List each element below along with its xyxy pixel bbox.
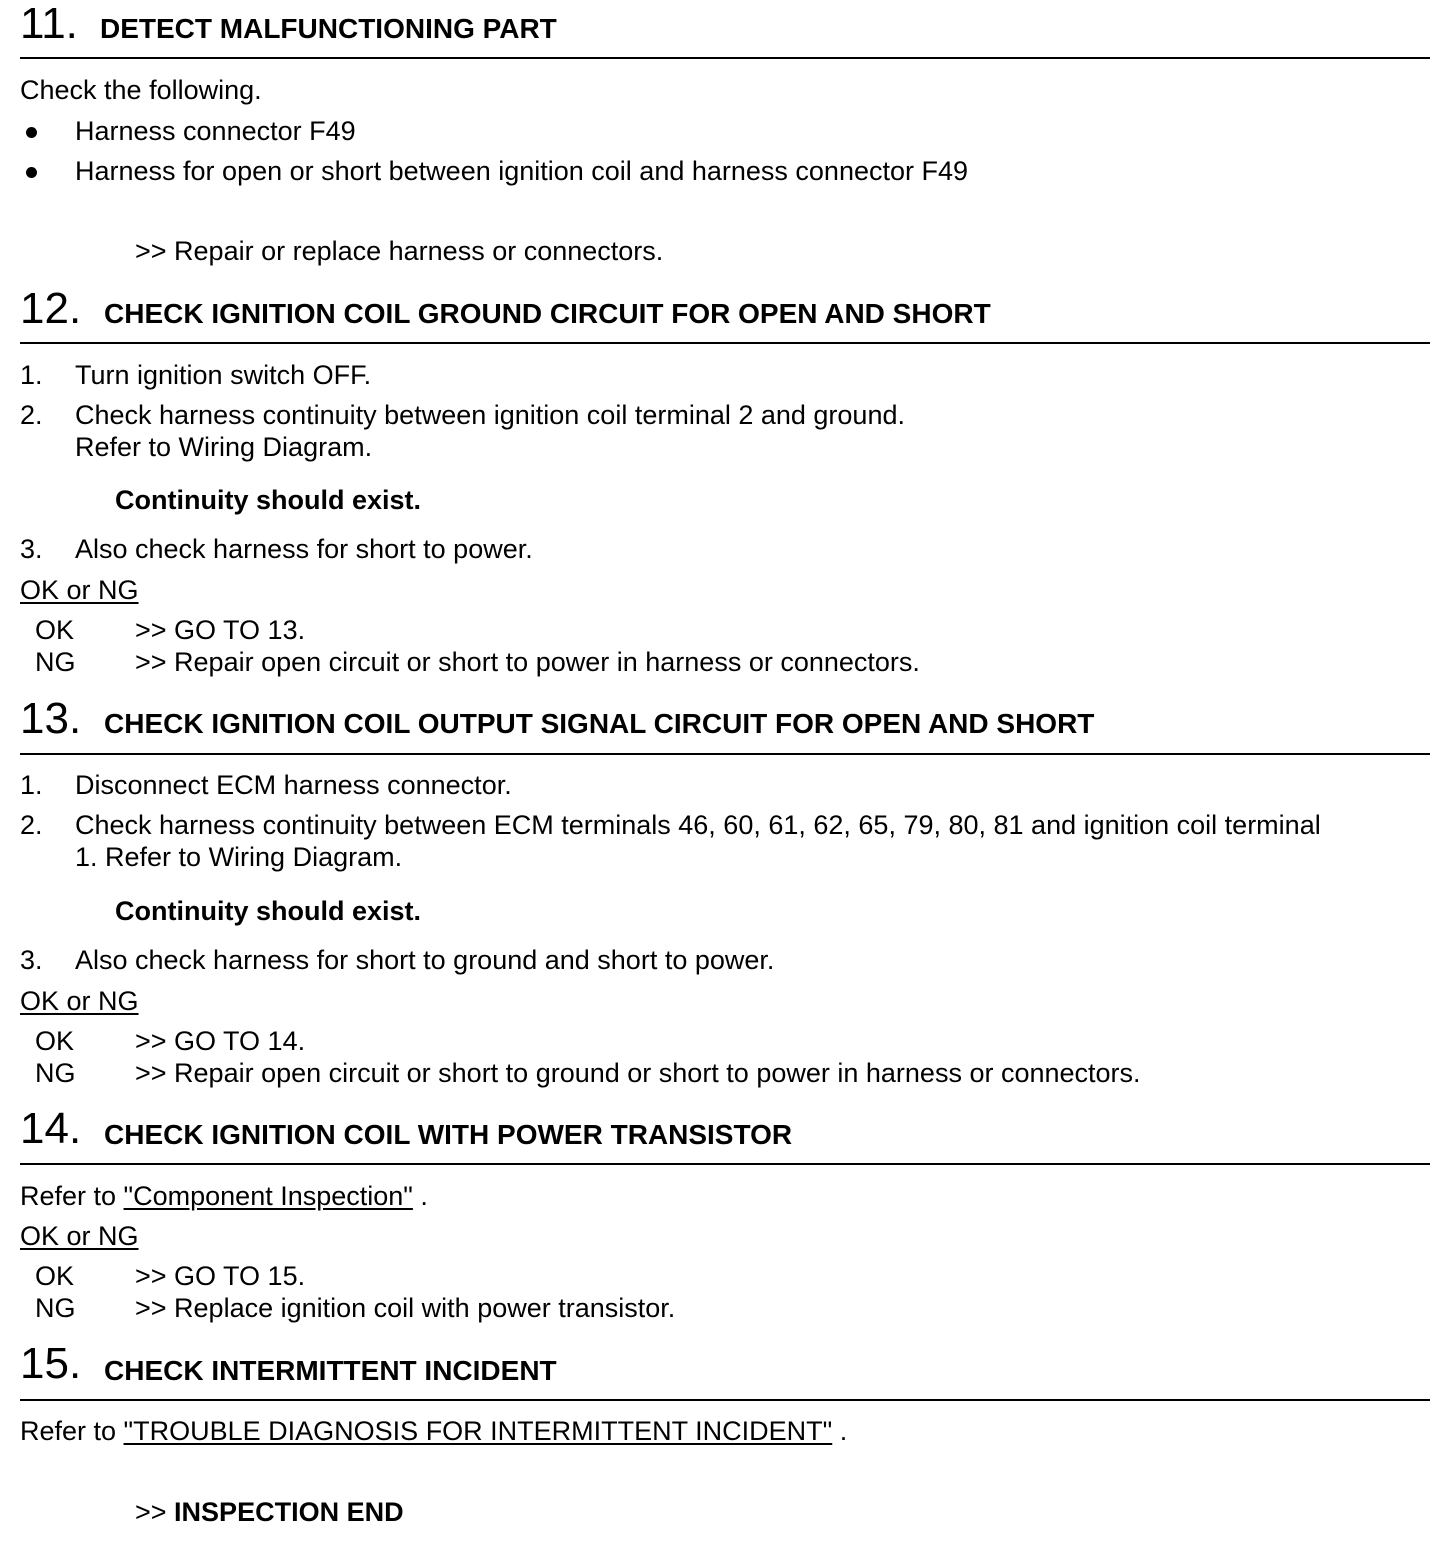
step-title: DETECT MALFUNCTIONING PART bbox=[100, 13, 557, 44]
section-divider bbox=[20, 1399, 1430, 1401]
result-label: OK or NG bbox=[20, 986, 139, 1016]
result-action: >> GO TO 13. bbox=[135, 615, 306, 645]
bullet-item: Harness for open or short between ignition coil and harness connector F49 bbox=[75, 156, 969, 186]
refer-prefix: Refer to bbox=[20, 1181, 124, 1211]
component-inspection-link[interactable]: "Component Inspection" bbox=[123, 1181, 413, 1211]
bullet-icon bbox=[26, 127, 37, 138]
section-divider bbox=[20, 342, 1430, 344]
result-code: OK bbox=[35, 1026, 75, 1056]
result-code: NG bbox=[35, 647, 76, 677]
intermittent-incident-link[interactable]: "TROUBLE DIAGNOSIS FOR INTERMITTENT INCIDENT" bbox=[123, 1416, 833, 1446]
refer-suffix: . bbox=[832, 1416, 848, 1446]
result-label: OK or NG bbox=[20, 1221, 139, 1251]
step-title: CHECK IGNITION COIL OUTPUT SIGNAL CIRCUIT FOR OPEN AND SHORT bbox=[104, 708, 1095, 739]
step-num: 2. bbox=[20, 810, 43, 840]
step-text: Check harness continuity between ignition coil terminal 2 and ground. bbox=[75, 400, 905, 430]
intro-text: Check the following. bbox=[20, 75, 262, 105]
refer-suffix: . bbox=[412, 1181, 428, 1211]
refer-line bbox=[20, 1180, 428, 1212]
step-number: 13. bbox=[20, 694, 82, 743]
step-num: 1. bbox=[20, 360, 43, 390]
inspection-end-text: INSPECTION END bbox=[174, 1497, 404, 1527]
step-text-continued: Refer to Wiring Diagram. bbox=[75, 432, 373, 462]
result-code: NG bbox=[35, 1058, 76, 1088]
result-action: >> GO TO 15. bbox=[135, 1261, 306, 1291]
inspection-end-line bbox=[135, 1496, 404, 1528]
refer-prefix: Refer to bbox=[20, 1416, 124, 1446]
step-text: Turn ignition switch OFF. bbox=[75, 360, 372, 390]
end-arrow: >> bbox=[135, 1497, 175, 1527]
section-divider bbox=[20, 1163, 1430, 1165]
step-number: 11. bbox=[20, 0, 78, 48]
result-code: NG bbox=[35, 1293, 76, 1323]
result-action: >> Repair open circuit or short to ground or short to power in harness or connectors. bbox=[135, 1058, 1141, 1088]
step-number: 12. bbox=[20, 284, 82, 333]
step-title: CHECK IGNITION COIL WITH POWER TRANSISTOR bbox=[104, 1119, 793, 1150]
step-num: 3. bbox=[20, 534, 43, 564]
step-title: CHECK INTERMITTENT INCIDENT bbox=[104, 1355, 557, 1386]
step-text-continued: 1. Refer to Wiring Diagram. bbox=[75, 842, 403, 872]
step-text: Also check harness for short to power. bbox=[75, 534, 533, 564]
bullet-icon bbox=[26, 167, 37, 178]
spec-text: Continuity should exist. bbox=[115, 485, 422, 515]
section-divider bbox=[20, 753, 1430, 755]
step-num: 3. bbox=[20, 945, 43, 975]
section-divider bbox=[20, 57, 1430, 59]
result-code: OK bbox=[35, 615, 75, 645]
action-text: >> Repair or replace harness or connectors. bbox=[135, 236, 664, 266]
step-num: 1. bbox=[20, 770, 43, 800]
step-number: 15. bbox=[20, 1339, 82, 1388]
step-text: Disconnect ECM harness connector. bbox=[75, 770, 512, 800]
refer-line bbox=[20, 1415, 847, 1447]
step-num: 2. bbox=[20, 400, 43, 430]
result-code: OK bbox=[35, 1261, 75, 1291]
result-action: >> Replace ignition coil with power transistor. bbox=[135, 1293, 676, 1323]
step-number: 14. bbox=[20, 1104, 82, 1153]
spec-text: Continuity should exist. bbox=[115, 896, 422, 926]
step-text: Check harness continuity between ECM terminals 46, 60, 61, 62, 65, 79, 80, 81 and ignition coil terminal bbox=[75, 810, 1321, 840]
result-action: >> GO TO 14. bbox=[135, 1026, 306, 1056]
step-title: CHECK IGNITION COIL GROUND CIRCUIT FOR OPEN AND SHORT bbox=[104, 298, 991, 329]
bullet-item: Harness connector F49 bbox=[75, 116, 356, 146]
result-action: >> Repair open circuit or short to power in harness or connectors. bbox=[135, 647, 920, 677]
result-label: OK or NG bbox=[20, 575, 139, 605]
step-text: Also check harness for short to ground and short to power. bbox=[75, 945, 775, 975]
